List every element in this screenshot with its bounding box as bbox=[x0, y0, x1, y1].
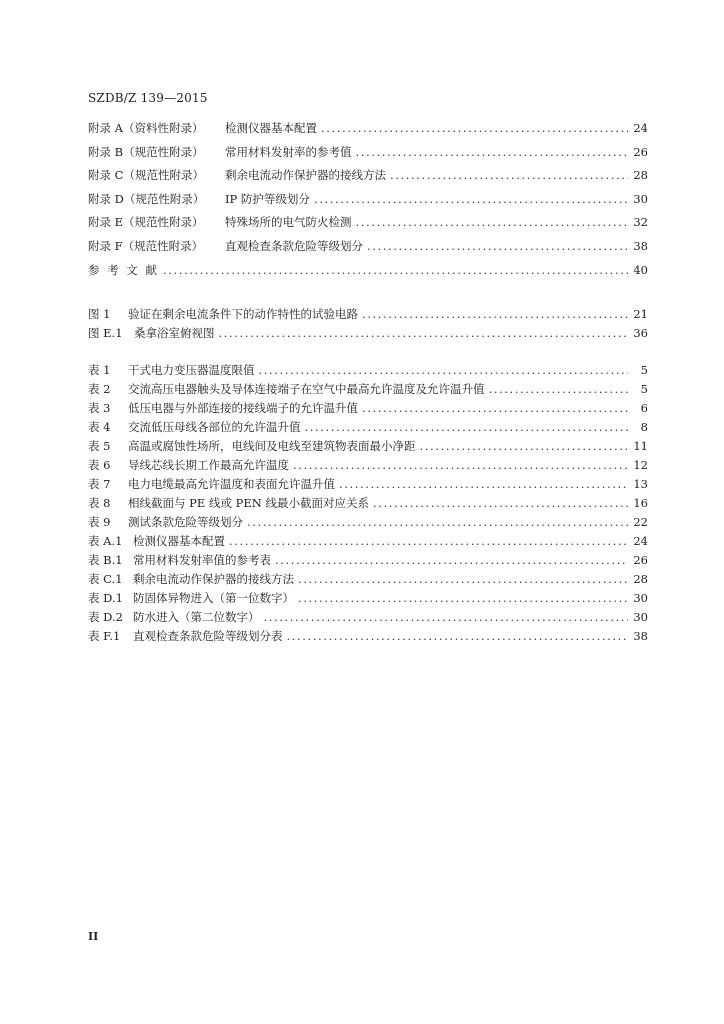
figure-list bbox=[88, 306, 648, 344]
toc-title: 干式电力变压器温度限值 bbox=[128, 363, 255, 377]
toc-label: 附录 F（规范性附录） bbox=[88, 238, 204, 253]
toc-page: 16 bbox=[633, 496, 648, 510]
toc-title: 直观检查条款危险等级划分 bbox=[225, 238, 363, 253]
toc-label: 图 E.1 bbox=[88, 326, 123, 340]
toc-title: 高温或腐蚀性场所，电线间及电线至建筑物表面最小净距 bbox=[128, 439, 416, 453]
toc-label: 表 8 bbox=[88, 496, 111, 510]
toc-entry-table-b1[interactable] bbox=[88, 552, 648, 571]
dot-leader bbox=[373, 496, 628, 510]
dot-leader bbox=[420, 439, 629, 453]
dot-leader bbox=[321, 121, 628, 135]
toc-page: 28 bbox=[633, 572, 648, 586]
toc-page: 8 bbox=[640, 420, 648, 434]
toc-label: 表 5 bbox=[88, 439, 111, 453]
toc-entry-table-d2[interactable] bbox=[88, 609, 648, 628]
dot-leader bbox=[247, 515, 628, 529]
toc-title: 常用材料发射率的参考值 bbox=[225, 144, 352, 159]
toc-page: 13 bbox=[633, 477, 648, 491]
dot-leader bbox=[489, 382, 629, 396]
toc-entry-appendix-a[interactable] bbox=[88, 120, 648, 144]
toc-page: 26 bbox=[633, 144, 648, 159]
toc-title: 导线芯线长期工作最高允许温度 bbox=[128, 458, 289, 472]
toc-title: 测试条款危险等级划分 bbox=[128, 515, 243, 529]
toc-entry-appendix-e[interactable] bbox=[88, 214, 648, 238]
toc-entry-table-c1[interactable] bbox=[88, 571, 648, 590]
toc-entry-figure-1[interactable] bbox=[88, 306, 648, 325]
toc-entry-table-f1[interactable] bbox=[88, 628, 648, 647]
toc-entry-table-1[interactable] bbox=[88, 362, 648, 381]
document-id: SZDB/Z 139—2015 bbox=[88, 91, 208, 105]
dot-leader bbox=[298, 572, 628, 586]
toc-label: 表 7 bbox=[88, 477, 111, 491]
dot-leader bbox=[356, 215, 629, 229]
dot-leader bbox=[305, 420, 629, 434]
dot-leader bbox=[298, 591, 628, 605]
toc-label: 表 3 bbox=[88, 401, 111, 415]
toc-title: 剩余电流动作保护器的接线方法 bbox=[225, 168, 386, 183]
dot-leader bbox=[314, 192, 628, 206]
toc-entry-appendix-b[interactable] bbox=[88, 144, 648, 168]
toc-entry-appendix-f[interactable] bbox=[88, 238, 648, 262]
toc-title: 防水进入（第二位数字） bbox=[133, 610, 260, 624]
toc-entry-table-8[interactable] bbox=[88, 495, 648, 514]
toc-title: 电力电缆最高允许温度和表面允许温升值 bbox=[128, 477, 335, 491]
toc-entry-references[interactable] bbox=[88, 262, 648, 286]
toc-label: 表 4 bbox=[88, 420, 111, 434]
dot-leader bbox=[367, 239, 628, 253]
dot-leader bbox=[229, 534, 628, 548]
toc-page: 30 bbox=[633, 610, 648, 624]
toc-label: 表 F.1 bbox=[88, 629, 121, 643]
toc-entry-appendix-c[interactable] bbox=[88, 167, 648, 191]
dot-leader bbox=[163, 263, 628, 277]
toc-page: 5 bbox=[640, 363, 648, 377]
toc-page: 24 bbox=[633, 534, 648, 548]
toc-page: 32 bbox=[633, 215, 648, 230]
table-list bbox=[88, 362, 648, 647]
toc-title: 特殊场所的电气防火检测 bbox=[225, 215, 352, 230]
toc-page: 11 bbox=[633, 439, 648, 453]
toc-label: 附录 E（规范性附录） bbox=[88, 215, 204, 230]
toc-label: 附录 A（资料性附录） bbox=[88, 121, 204, 135]
toc-page: 21 bbox=[633, 307, 648, 321]
toc-entry-table-5[interactable] bbox=[88, 438, 648, 457]
dot-leader bbox=[293, 458, 628, 472]
toc-page: 5 bbox=[640, 382, 648, 396]
toc-label: 表 9 bbox=[88, 515, 111, 529]
toc-title: 防固体异物进入（第一位数字） bbox=[133, 591, 294, 605]
toc-page: 40 bbox=[633, 262, 648, 277]
toc-entry-table-9[interactable] bbox=[88, 514, 648, 533]
dot-leader bbox=[362, 401, 628, 415]
toc-entry-appendix-d[interactable] bbox=[88, 191, 648, 215]
toc-label: 表 6 bbox=[88, 458, 111, 472]
toc-title: 常用材料发射率值的参考表 bbox=[133, 553, 271, 567]
toc-page: 6 bbox=[640, 401, 648, 415]
toc-label: 表 C.1 bbox=[88, 572, 123, 586]
toc-title: IP 防护等级划分 bbox=[225, 191, 310, 206]
toc-entry-table-4[interactable] bbox=[88, 419, 648, 438]
toc-page: 38 bbox=[633, 238, 648, 253]
toc-entry-table-7[interactable] bbox=[88, 476, 648, 495]
dot-leader bbox=[356, 145, 629, 159]
toc-title: 交流高压电器触头及导体连接端子在空气中最高允许温度及允许温升值 bbox=[128, 382, 485, 396]
toc-page: 26 bbox=[633, 553, 648, 567]
toc-title: 桑拿浴室俯视图 bbox=[134, 326, 215, 340]
toc-label: 表 B.1 bbox=[88, 553, 123, 567]
page-number: II bbox=[88, 930, 99, 943]
toc-label: 参 考 文 献 bbox=[88, 262, 159, 277]
dot-leader bbox=[339, 477, 628, 491]
dot-leader bbox=[219, 326, 629, 340]
dot-leader bbox=[275, 553, 628, 567]
toc-entry-table-d1[interactable] bbox=[88, 590, 648, 609]
dot-leader bbox=[362, 307, 628, 321]
toc-entry-table-3[interactable] bbox=[88, 400, 648, 419]
toc-label: 表 1 bbox=[88, 363, 111, 377]
dot-leader bbox=[390, 168, 628, 182]
toc-title: 验证在剩余电流条件下的动作特性的试验电路 bbox=[128, 307, 358, 321]
toc-entry-figure-e1[interactable] bbox=[88, 325, 648, 344]
toc-page: 28 bbox=[633, 168, 648, 183]
toc-label: 表 D.1 bbox=[88, 591, 123, 605]
toc-label: 附录 B（规范性附录） bbox=[88, 144, 204, 159]
toc-label: 表 A.1 bbox=[88, 534, 123, 548]
toc-label: 附录 D（规范性附录） bbox=[88, 191, 205, 206]
toc-title: 剩余电流动作保护器的接线方法 bbox=[133, 572, 294, 586]
dot-leader bbox=[264, 610, 629, 624]
toc-page: 12 bbox=[633, 458, 648, 472]
toc-page: 22 bbox=[633, 515, 648, 529]
toc-page: 38 bbox=[633, 629, 648, 643]
toc-page: 30 bbox=[633, 591, 648, 605]
toc-title: 检测仪器基本配置 bbox=[133, 534, 225, 548]
appendix-list bbox=[88, 120, 648, 285]
toc-entry-table-2[interactable] bbox=[88, 381, 648, 400]
toc-entry-table-a1[interactable] bbox=[88, 533, 648, 552]
toc-page: 24 bbox=[633, 121, 648, 135]
toc-title: 交流低压母线各部位的允许温升值 bbox=[128, 420, 301, 434]
toc-title: 检测仪器基本配置 bbox=[225, 121, 317, 135]
toc-entry-table-6[interactable] bbox=[88, 457, 648, 476]
toc-title: 相线截面与 PE 线或 PEN 线最小截面对应关系 bbox=[128, 496, 369, 510]
dot-leader bbox=[287, 629, 629, 643]
toc-label: 附录 C（规范性附录） bbox=[88, 168, 204, 183]
dot-leader bbox=[259, 363, 629, 377]
toc-label: 表 D.2 bbox=[88, 610, 123, 624]
toc-title: 直观检查条款危险等级划分表 bbox=[133, 629, 283, 643]
toc-label: 表 2 bbox=[88, 382, 111, 396]
toc-label: 图 1 bbox=[88, 307, 111, 321]
toc-title: 低压电器与外部连接的接线端子的允许温升值 bbox=[128, 401, 358, 415]
toc-page: 30 bbox=[633, 191, 648, 206]
toc-page: 36 bbox=[633, 326, 648, 340]
